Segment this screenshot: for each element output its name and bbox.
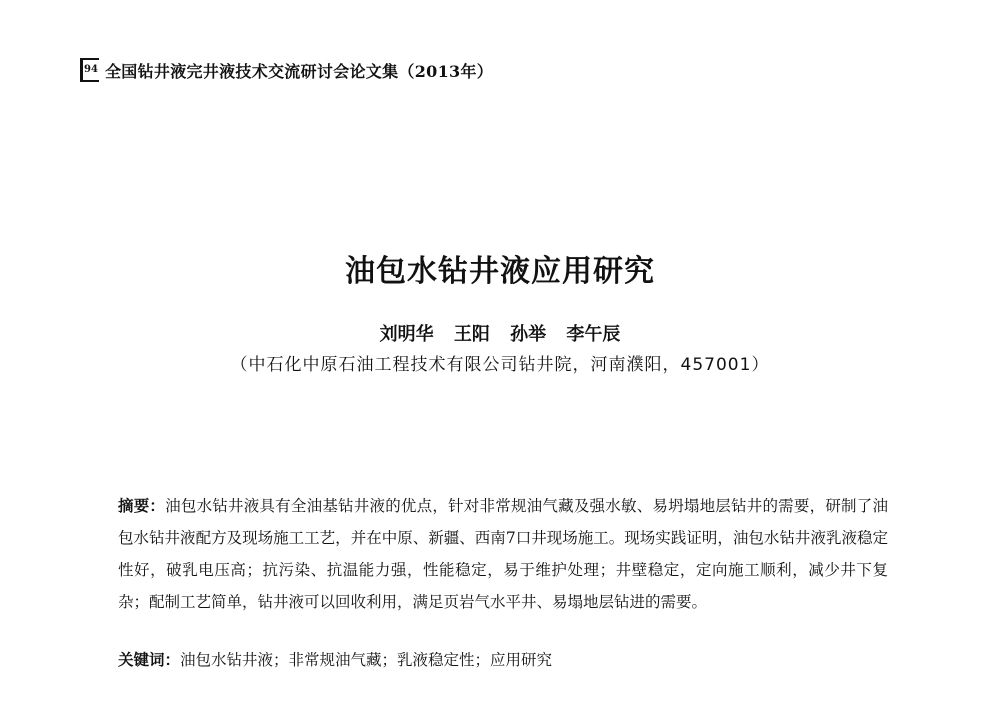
- abstract: [118, 490, 888, 618]
- paper-title: 油包水钻井液应用研究: [345, 254, 655, 289]
- abstract-label: 摘要：: [118, 496, 166, 515]
- abstract-text: 油包水钻井液具有全油基钻井液的优点，针对非常规油气藏及强水敏、易坍塌地层钻井的需要，研制了油包水钻井液配方及现场施工工艺，并在中原、新疆、西南7口井现场施工。现场实践证明，油包水钻井液乳液稳定性好，破乳电压高；抗污染、抗温能力强，性能稳定，易于维护处理；井壁稳定，定向施工顺利，减少井下复杂；配制工艺简单，钻井液可以回收利用，满足页岩气水平井、易塌地层钻进的需要。: [118, 497, 888, 611]
- running-title: 全国钻井液完井液技术交流研讨会论文集（2013年）: [105, 61, 494, 81]
- keywords: [118, 648, 888, 672]
- running-head: [80, 58, 493, 82]
- keywords-text: 油包水钻井液；非常规油气藏；乳液稳定性；应用研究: [180, 651, 553, 669]
- keywords-label: 关键词：: [118, 650, 181, 669]
- affiliation: （中石化中原石油工程技术有限公司钻井院，河南濮阳，457001）: [230, 355, 770, 375]
- authors: 刘明华 王阳 孙举 李午辰: [379, 324, 621, 345]
- page-number: 94: [80, 58, 99, 82]
